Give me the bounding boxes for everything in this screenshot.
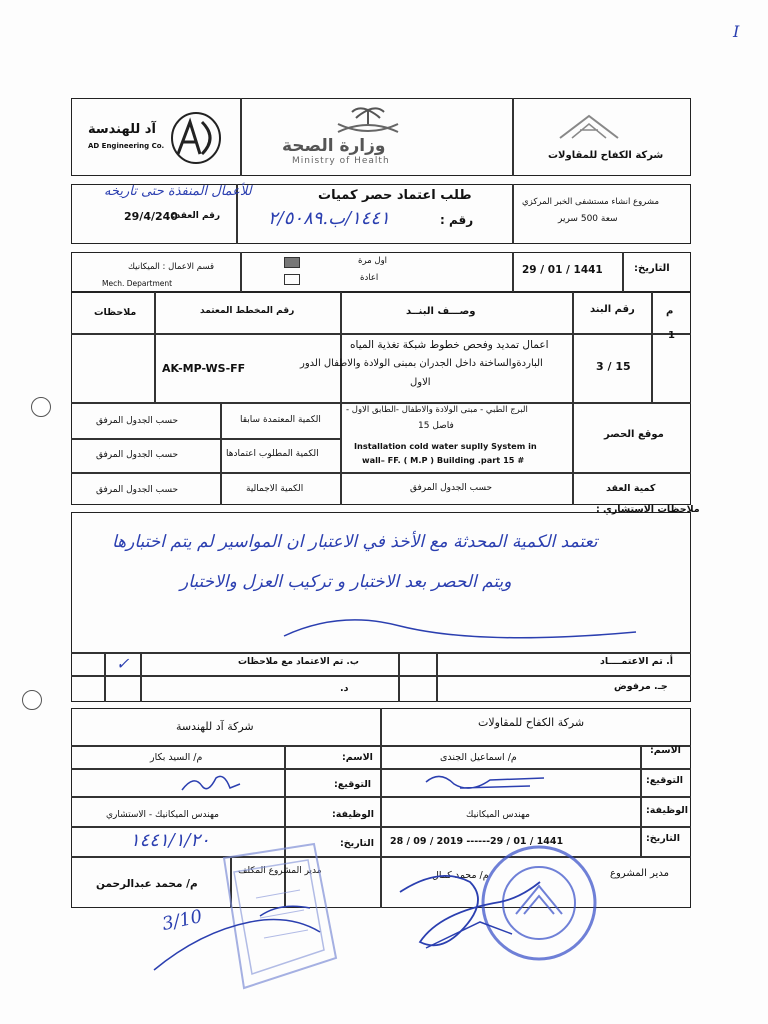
qty-total-value: حسب الجدول المرفق xyxy=(96,485,179,495)
contract-qty-value: حسب الجدول المرفق xyxy=(410,483,493,493)
palm-swords-icon xyxy=(330,104,406,136)
contractor-signature-label: التوقيع: xyxy=(646,775,684,786)
approved-notes-checkmark: ✓ xyxy=(116,654,130,673)
qty-prev-label: الكمية المعتمدة سابقا xyxy=(240,415,321,425)
contract-no-label: رقم العقد: xyxy=(172,211,221,221)
title-handwritten: للأعمال المنفذة حتى تاريخه xyxy=(104,184,252,199)
col-header-no: م xyxy=(666,306,674,317)
repeat-checkbox[interactable] xyxy=(284,274,300,285)
location-label: موقع الحصر xyxy=(604,429,664,440)
moh-logo-arabic: وزارة الصحة xyxy=(282,136,386,156)
page-mark: I xyxy=(733,22,740,41)
ad-name: م/ السيد بكار xyxy=(150,752,203,763)
contractor-name-label: الاسم: xyxy=(650,745,681,756)
contractor-name: م/ اسماعيل الجندى xyxy=(440,752,517,763)
rejected-option[interactable]: جـ. مرفوض xyxy=(614,681,668,692)
location-english-2: wall– FF. ( M.P ) Building .part 15 # xyxy=(362,455,525,465)
approved-notes-option[interactable]: ب. تم الاعتماد مع ملاحظات xyxy=(238,657,359,667)
contractor-manager: م/ محمد كمال xyxy=(432,870,489,881)
project-capacity: سعة 500 سرير xyxy=(558,214,618,224)
ad-date-handwritten: ١٤٤١/١/٢٠ xyxy=(130,830,210,851)
punch-hole xyxy=(31,397,51,417)
consultant-notes-label: ملاحظات الاستشاري : xyxy=(596,504,700,515)
ad-name-label: الاسم: xyxy=(342,752,373,763)
col-header-item-no: رقم البند xyxy=(590,304,635,315)
ad-job-label: الوظيفة: xyxy=(332,809,375,820)
ref-number: ١٤٤١/ب.٢/٥٠٨٩ xyxy=(268,208,390,229)
contractor-company-header: شركة الكفاح للمقاولات xyxy=(478,716,585,729)
qty-total-label: الكمية الاجمالية xyxy=(246,484,304,494)
project-name: مشروع انشاء مستشفى الخبر المركزي xyxy=(522,197,660,207)
ad-logo-arabic: آد للهندسة xyxy=(88,122,156,137)
option-d[interactable]: د. xyxy=(340,683,349,694)
contract-qty-label: كمية العقد xyxy=(606,483,656,494)
department-label: قسم الاعمال : الميكانيك xyxy=(128,262,215,272)
row-no: 1 xyxy=(668,330,675,341)
location-english-1: Installation cold water suplly System in xyxy=(354,441,537,451)
contractor-job: مهندس الميكانيك xyxy=(466,810,530,820)
punch-hole xyxy=(22,690,42,710)
repeat-label: اعادة xyxy=(360,273,379,283)
ad-company-header: شركة آد للهندسة xyxy=(176,720,254,733)
first-time-checkbox[interactable] xyxy=(284,257,300,268)
location-arabic-2: فاصل 15 xyxy=(418,421,454,431)
ad-manager-label: مدير المشروع المكلف xyxy=(238,866,322,876)
contractor-logo-icon xyxy=(556,110,622,142)
contract-no: 29/4/240 xyxy=(124,210,178,223)
ref-label: رقم : xyxy=(440,213,474,227)
ad-manager: م/ محمد عبدالرحمن xyxy=(96,878,198,890)
qty-req-value: حسب الجدول المرفق xyxy=(96,450,179,460)
contractor-logo-name: شركة الكفاح للمقاولات xyxy=(548,150,664,161)
request-title: طلب اعتماد حصر كميات xyxy=(318,188,472,203)
ad-date-label: التاريخ: xyxy=(340,838,374,849)
first-time-label: اول مرة xyxy=(358,256,388,266)
moh-logo-english: Ministry of Health xyxy=(292,156,390,166)
department-english: Mech. Department xyxy=(102,279,173,288)
date-label: التاريخ: xyxy=(634,263,670,274)
ad-signature xyxy=(176,770,246,796)
manager-signatures xyxy=(140,852,610,982)
contractor-job-label: الوظيفة: xyxy=(646,805,689,816)
approved-option[interactable]: أ. تم الاعتمــــاد xyxy=(600,656,673,667)
row-drawing-no: AK-MP-WS-FF xyxy=(162,362,246,375)
ad-signature-label: التوقيع: xyxy=(334,779,372,790)
ad-logo-icon xyxy=(168,110,224,166)
contractor-manager-label: مدير المشروع xyxy=(610,868,669,879)
qty-req-label: الكمية المطلوب اعتمادها xyxy=(226,449,319,459)
contractor-date: 28 / 09 / 2019 ------29 / 01 / 1441 xyxy=(390,836,564,847)
col-header-description: وصـــف البنــد xyxy=(406,306,476,317)
date-value: 29 / 01 / 1441 xyxy=(522,264,603,276)
note-underline xyxy=(280,606,640,646)
ad-job: مهندس الميكانيك - الاستشاري xyxy=(106,810,219,820)
contractor-date-label: التاريخ: xyxy=(646,833,680,844)
contractor-signature xyxy=(420,768,550,794)
row-description-1: اعمال تمديد وفحص خطوط شبكة تغذية المياه xyxy=(350,339,549,351)
col-header-notes: ملاحظات xyxy=(94,307,137,318)
ad-logo-english: AD Engineering Co. xyxy=(88,142,165,150)
location-arabic: البرج الطبي - مبنى الولادة والاطفال -الطابق الاول - xyxy=(346,405,528,415)
row-item-no: 3 / 15 xyxy=(596,360,631,373)
consultant-note-2: ويتم الحصر بعد الاختبار و تركيب العزل والاختبار xyxy=(180,572,512,592)
row-description-2: الباردةوالساخنة داخل الجدران بمبنى الولادة والاطفال الدور xyxy=(300,358,543,369)
row-description-3: الاول xyxy=(410,377,431,388)
qty-prev-value: حسب الجدول المرفق xyxy=(96,416,179,426)
margin-note: 3/10 xyxy=(160,906,205,935)
consultant-note-1: تعتمد الكمية المحدثة مع الأخذ في الاعتبار ان المواسير لم يتم اختبارها xyxy=(112,532,598,552)
col-header-drawing-no: رقم المخطط المعتمد xyxy=(200,306,295,316)
